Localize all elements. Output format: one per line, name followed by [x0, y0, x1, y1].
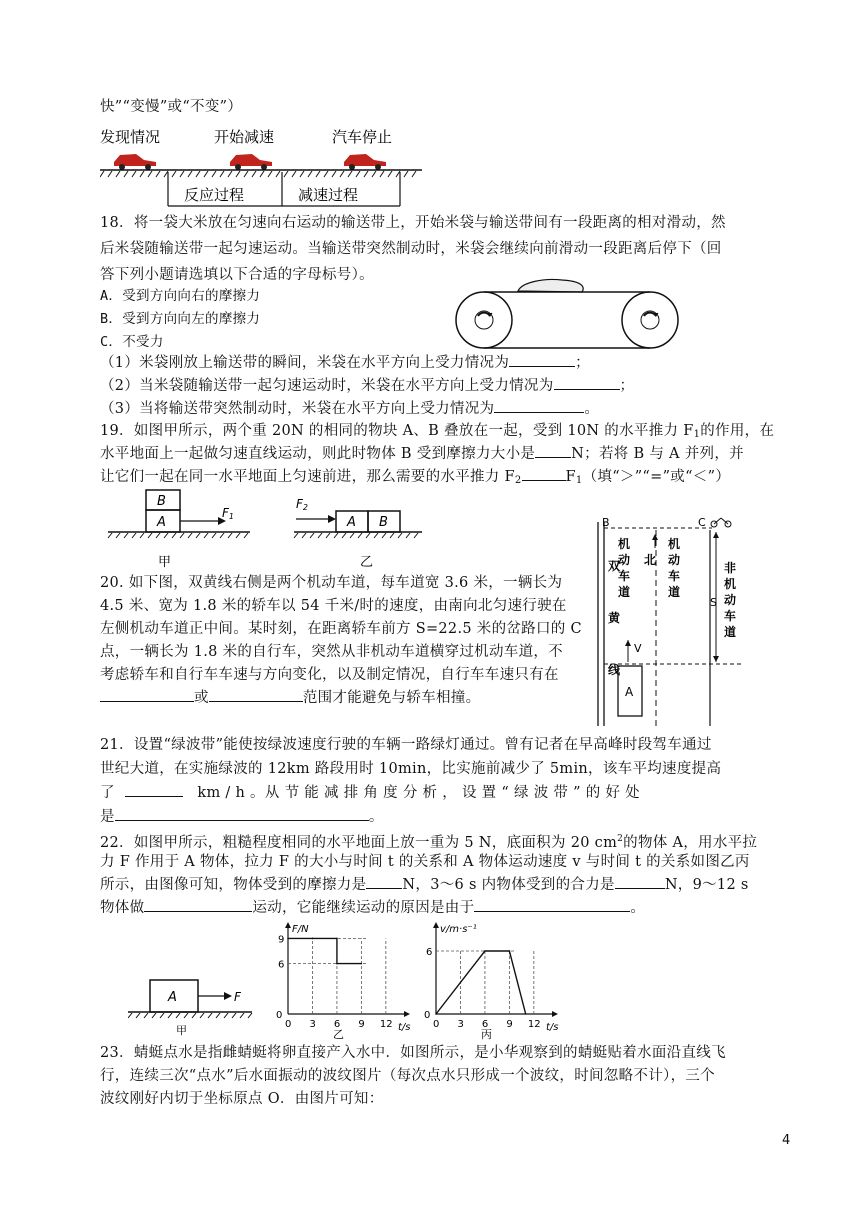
chart-bing-x-tick-1: 3	[457, 1019, 464, 1030]
chart-bing-x-label: t/s	[546, 1022, 559, 1033]
chart-yi-point-0	[287, 938, 289, 940]
q22-blank3[interactable]	[144, 897, 252, 912]
q23-line3: 波纹刚好内切于坐标原点 O．由图片可知：	[100, 1091, 384, 1107]
car-a: A	[625, 685, 634, 699]
chart-yi-series-line	[288, 938, 361, 963]
lane1-2: 动	[618, 553, 631, 567]
q18-sub3: （3）当将输送带突然制动时，米袋在水平方向上受力情况为 。	[100, 398, 599, 420]
chart-yi-x-tick-3: 9	[358, 1019, 365, 1030]
blocks-diagram	[100, 484, 440, 572]
car-braking-diagram	[100, 122, 430, 210]
chart-bing-point-2	[509, 950, 511, 952]
lane2-4: 道	[668, 585, 681, 599]
chart-yi-x-arrow	[404, 1011, 410, 1017]
chart-bing-y-tick-0: 6	[426, 947, 433, 958]
lane2-2: 动	[668, 553, 681, 567]
label-brake: 开始减速	[214, 128, 275, 146]
chart-yi-point-3	[336, 938, 338, 940]
chart-bing-fig-label: 丙	[481, 1028, 492, 1040]
f1-label: F	[222, 506, 229, 520]
fig-yi-label: 乙	[360, 555, 374, 570]
velocity-v: V	[634, 642, 642, 655]
q18-option-a: A．受到方向向右的摩擦力	[100, 288, 261, 304]
yi-block-a: A	[347, 515, 356, 530]
q21-blank1[interactable]	[125, 782, 183, 797]
chart-yi-x-label: t/s	[398, 1022, 411, 1033]
q19-line3: 让它们一起在同一水平地面上匀速前进，那么需要的水平推力 $F_2$ $F_1$（填“＞”“=”或“＜”）	[100, 466, 730, 492]
q22-line1: 22．如图甲所示，粗糙程度相同的水平地面上放一重为 5 N，底面积为 20 $cm^2$的物体 A，用水平拉	[100, 834, 758, 851]
chart-bing-y-arrow	[433, 922, 439, 928]
q23-line1: 23．蜻蜓点水是指雌蜻蜓将卵直接产入水中．如图所示，是小华观察到的蜻蜓贴着水面沿直线飞	[100, 1045, 726, 1061]
q22-force-label: F	[234, 990, 241, 1004]
chart-yi-x-tick-0: 0	[285, 1019, 292, 1030]
lane2-1: 机	[668, 537, 681, 551]
double-yellow-1: 双	[608, 559, 621, 573]
q18-sub2: （2）当米袋随输送带一起匀速运动时，米袋在水平方向上受力情况为 ；	[100, 375, 634, 397]
q22-blank2[interactable]	[615, 874, 665, 889]
q18-blank3[interactable]	[494, 398, 584, 413]
road-diagram	[588, 512, 748, 726]
chart-bing-point-3	[525, 1013, 527, 1015]
intro-line: 快”“变慢”或“不变”）	[100, 99, 243, 115]
chart-bing-x-arrow	[552, 1011, 558, 1017]
chart-bing-origin: 0	[424, 1010, 431, 1021]
chart-yi-point-2	[312, 938, 314, 940]
velocity-time-chart	[418, 920, 568, 1040]
chart-yi-fig-label: 乙	[333, 1028, 344, 1040]
q19-line2: 水平地面上一起做匀速直线运动，则此时物体 B 受到摩擦力大小是 N；若将 B 与 A 并列，并	[100, 443, 744, 465]
chart-bing-point-1	[484, 950, 486, 952]
q21-line4: 是 。	[100, 806, 384, 828]
chart-yi-point-4	[336, 963, 338, 965]
q18-blank1[interactable]	[509, 352, 575, 367]
q18-sub1: （1）米袋刚放上输送带的瞬间，米袋在水平方向上受力情况为 ；	[100, 352, 590, 374]
chart-bing-series-line	[436, 951, 526, 1014]
q20-line6: 或 范围才能避免与轿车相撞。	[100, 687, 480, 709]
q20-line2: 4.5 米、宽为 1.8 米的轿车以 54 千米/时的速度，由南向北匀速行驶在	[100, 598, 567, 614]
chart-yi-origin: 0	[276, 1010, 283, 1021]
jia-block-b: B	[157, 494, 166, 509]
q21-line3: 了 km / h 。从 节 能 减 排 角 度 分 析 ， 设 置 “ 绿 波 带 ” 的 好 处	[100, 782, 640, 804]
q21-line2: 世纪大道，在实施绿波的 12km 路段用时 10min，比实施前减少了 5min，该车平均速度提高	[100, 761, 722, 777]
double-yellow-2: 黄	[608, 611, 621, 625]
q18-line3: 答下列小题请选填以下合适的字母标号）。	[100, 267, 374, 283]
jia-block-a: A	[157, 515, 166, 530]
car-icon-3	[344, 154, 386, 170]
nonmotor-2: 机	[724, 577, 737, 591]
chart-yi-x-tick-1: 3	[309, 1019, 316, 1030]
chart-yi-point-5	[361, 963, 363, 965]
q23-line2: 行，连续三次“点水”后水面振动的波纹图片（每次点水只形成一个波纹，时间忽略不计），三个	[100, 1068, 715, 1084]
q22-blank4[interactable]	[474, 897, 630, 912]
q22-line3: 所示，由图像可知，物体受到的摩擦力是 N，3～6 s 内物体受到的合力是 N，9～12 s	[100, 874, 749, 896]
q18-option-c: C．不受力	[100, 334, 164, 350]
q20-line5: 考虑轿车和自行车车速与方向变化，以及制定情况，自行车车速只有在	[100, 667, 559, 683]
force-time-chart	[270, 920, 420, 1040]
q19-line1: 19．如图甲所示，两个重 20N 的相同的物块 A、B 叠放在一起，受到 10N 的水平推力 $F_1$的作用，在	[100, 423, 775, 440]
distance-s: S	[710, 596, 717, 609]
lane1-1: 机	[618, 537, 631, 551]
chart-yi-x-tick-4: 12	[379, 1019, 393, 1030]
f2-label: F	[296, 497, 303, 511]
q18-blank2[interactable]	[554, 375, 620, 390]
point-c: C	[698, 516, 706, 529]
q19-blank2[interactable]	[522, 466, 566, 481]
q21-line1: 21．设置“绿波带”能使按绿波速度行驶的车辆一路绿灯通过。曾有记者在早高峰时段驾车通过	[100, 737, 712, 753]
chart-bing-x-tick-0: 0	[433, 1019, 440, 1030]
q20-line3: 左侧机动车道正中间。某时刻，在距离轿车前方 S=22.5 米的岔路口的 C	[100, 621, 582, 637]
chart-bing-x-tick-2: 6	[481, 1019, 489, 1030]
nonmotor-1: 非	[724, 561, 737, 575]
q19-blank1[interactable]	[535, 443, 571, 458]
q21-blank2[interactable]	[115, 806, 369, 821]
q20-blank2[interactable]	[209, 687, 303, 702]
bicycle-icon	[711, 518, 731, 527]
label-reaction: 反应过程	[184, 186, 245, 204]
double-yellow-3: 线	[608, 663, 621, 677]
q22-blank1[interactable]	[366, 874, 402, 889]
nonmotor-5: 道	[724, 625, 737, 639]
q18-line2: 后米袋随输送带一起匀速运动。当输送带突然制动时，米袋会继续向前滑动一段距离后停下（回	[100, 241, 722, 257]
chart-yi-y-label: F/N	[292, 924, 309, 935]
q18-option-b: B．受到方向向左的摩擦力	[100, 311, 261, 327]
chart-bing-point-0	[435, 1013, 437, 1015]
car-icon-2	[230, 154, 272, 170]
conveyor-belt-diagram	[452, 272, 682, 356]
q22-fig-jia: 甲	[176, 1024, 187, 1037]
q20-line1: 20. 如下图，双黄线右侧是两个机动车道，每车道宽 3.6 米，一辆长为	[100, 575, 563, 591]
q22-line4: 物体做 运动，它能继续运动的原因是由于 。	[100, 897, 645, 919]
svg-text:F1: F1	[222, 506, 234, 521]
chart-yi-x-tick-2: 6	[333, 1019, 341, 1030]
nonmotor-4: 车	[724, 609, 737, 623]
page-number: 4	[782, 1133, 791, 1148]
q18-line1: 18．将一袋大米放在匀速向右运动的输送带上，开始米袋与输送带间有一段距离的相对滑动，然	[100, 215, 726, 231]
lane1-3: 车	[618, 569, 631, 583]
q20-line4: 点，一辆长为 1.8 米的自行车，突然从非机动车道横穿过机动车道，不	[100, 644, 563, 660]
yi-block-b: B	[379, 515, 388, 530]
point-b: B	[602, 516, 610, 529]
chart-bing-y-label: v/m·s⁻¹	[440, 924, 477, 935]
label-found: 发现情况	[100, 128, 161, 146]
fig-jia-label: 甲	[158, 555, 172, 570]
label-stop: 汽车停止	[332, 128, 393, 146]
chart-yi-y-arrow	[285, 922, 291, 928]
q22-block-label: A	[168, 990, 177, 1005]
chart-bing-x-tick-3: 9	[506, 1019, 513, 1030]
q20-blank1[interactable]	[100, 687, 194, 702]
chart-yi-y-tick-1: 9	[278, 934, 285, 946]
q22-block-diagram	[128, 966, 268, 1038]
chart-yi-y-tick-0: 6	[278, 959, 285, 971]
lane2-3: 车	[668, 569, 681, 583]
car-icon-1	[114, 154, 156, 170]
chart-bing-x-tick-4: 12	[527, 1019, 541, 1030]
nonmotor-3: 动	[724, 593, 737, 607]
lane1-4: 道	[618, 585, 631, 599]
q22-line2: 力 F 作用于 A 物体，拉力 F 的大小与时间 t 的关系和 A 物体运动速度 v 与时间 t 的关系如图乙丙	[100, 854, 750, 870]
label-decel: 减速过程	[298, 186, 359, 204]
svg-text:F2: F2	[296, 497, 308, 512]
north-label: 北	[644, 553, 657, 567]
